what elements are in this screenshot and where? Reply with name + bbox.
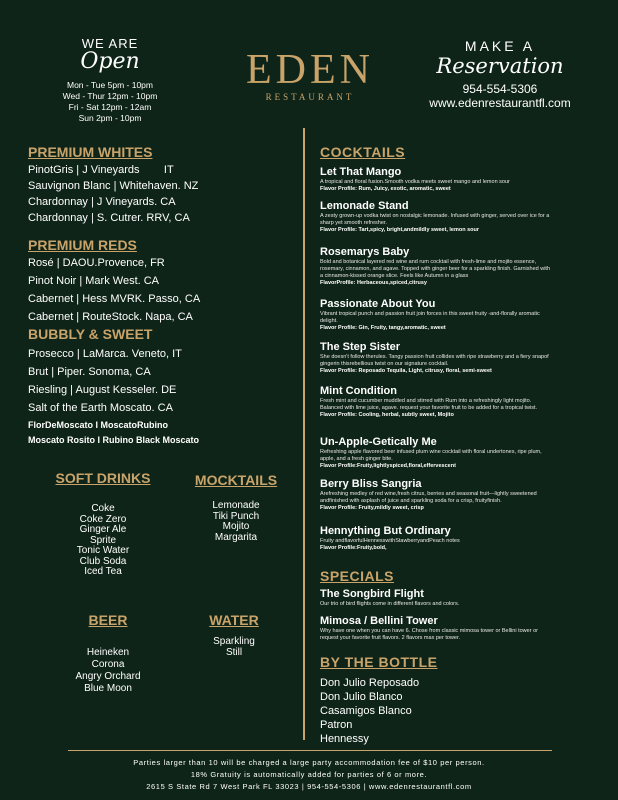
- premium-whites-section: [28, 144, 198, 226]
- make-a-text: MAKE A: [464, 38, 536, 54]
- logo-main-text: EDEN: [246, 47, 374, 93]
- eden-logo: [230, 48, 390, 102]
- wine-item: Prosecco | LaMarca. Veneto, IT: [28, 348, 182, 360]
- website-link[interactable]: www.edenrestaurantfl.com: [429, 96, 571, 110]
- cocktail-name: Berry Bliss Sangria: [320, 478, 422, 490]
- bottle-item: Hennessy: [320, 733, 369, 745]
- hours-line: Mon - Tue 5pm - 10pm: [67, 80, 153, 90]
- hours-line: Wed - Thur 12pm - 10pm: [62, 91, 158, 101]
- water-item: Sparkling: [213, 636, 255, 647]
- cocktail-item: [320, 385, 550, 419]
- bottle-item: Patron: [320, 719, 353, 731]
- bubbly-sweet-section: [28, 326, 199, 447]
- cocktail-description: Arefreshing medley of red wine,fresh citrus, berries and seasonal fruit—lightly sweetened andfinished with asplash of juice and sparkling soda for a crisp, fruityfinish.: [320, 491, 537, 504]
- drink-item: Tonic Water: [76, 545, 130, 556]
- cocktail-flavor: Flavor Profile: Tart,spicy, bright,andmildly sweet, lemon sour: [320, 227, 480, 233]
- cocktail-item: [320, 436, 550, 470]
- cocktail-name: Mint Condition: [320, 385, 397, 397]
- reservation-script-text: Reservation: [436, 54, 564, 78]
- wine-item: Cabernet | RouteStock. Napa, CA: [28, 311, 193, 323]
- wine-item: Rosé | DAOU.Provence, FR: [28, 257, 165, 269]
- special-description: Our trio of bird flights come in different flavors and colors.: [320, 601, 460, 607]
- beer-item: Blue Moon: [84, 683, 132, 694]
- drink-item: Ginger Ale: [79, 524, 127, 535]
- mocktail-item: Margarita: [214, 531, 258, 543]
- mocktails-title: MOCKTAILS: [194, 472, 278, 488]
- special-item: [320, 588, 550, 608]
- cocktail-name: Hennything But Ordinary: [320, 525, 451, 537]
- wine-item: Chardonnay | S. Cutrer. RRV, CA: [28, 212, 190, 224]
- premium-whites-title: PREMIUM WHITES: [28, 144, 153, 160]
- cocktail-item: [320, 341, 550, 375]
- phone-number[interactable]: 954-554-5306: [462, 82, 538, 96]
- we-are-text: WE ARE: [81, 36, 139, 51]
- footer-divider: [68, 750, 552, 751]
- logo-sub-text: RESTAURANT: [265, 92, 355, 102]
- drink-item: Iced Tea: [84, 566, 122, 577]
- water-item: Still: [225, 646, 243, 658]
- cocktail-name: Lemonade Stand: [320, 200, 409, 212]
- soft-drinks-section: [48, 470, 158, 578]
- special-item: [320, 615, 550, 642]
- wine-item: PinotGris | J Vineyards IT: [28, 164, 174, 176]
- beer-section: [58, 612, 158, 695]
- cocktail-description: She doesn't follow therules. Tangy passion fruit collides with ripe strawberry and a fiery snapof gingerin thisrebellious twist on our signature cocktail.: [320, 354, 549, 367]
- cocktail-description: Fresh mint and cucumber muddled and stirred with Rum into a refreshingly light mojito. Balanced with lime juice, agave. request your favorite fruit to be added for a tropical twist.: [320, 398, 538, 411]
- mocktail-item: Lemonade: [212, 500, 260, 511]
- premium-reds-title: PREMIUM REDS: [28, 237, 137, 253]
- cocktail-name: Passionate About You: [320, 298, 436, 310]
- beer-item: Heineken: [86, 647, 130, 658]
- water-section: [186, 612, 282, 658]
- bubbly-sweet-title: BUBBLY & SWEET: [28, 326, 153, 342]
- cocktail-name: Un-Apple-Getically Me: [320, 436, 437, 448]
- by-the-bottle-section: [320, 654, 437, 746]
- drink-item: Club Soda: [79, 555, 127, 567]
- hours-block: [40, 36, 180, 124]
- wine-item: Riesling | August Kesseler. DE: [28, 384, 177, 396]
- beer-item: Angry Orchard: [75, 671, 141, 682]
- hours-line: Sun 2pm - 10pm: [78, 113, 142, 123]
- soft-drinks-title: SOFT DRINKS: [55, 470, 151, 486]
- cocktail-flavor: Flavor Profile:Fruity,lightlyspiced,floral,effervescent: [320, 463, 456, 469]
- footer-party-fee: Parties larger than 10 will be charged a large party accommodation fee of $10 per person.: [133, 758, 485, 767]
- mocktail-item: Mojito: [222, 521, 250, 532]
- reservation-block: [410, 38, 590, 110]
- cocktail-name: The Step Sister: [320, 341, 401, 353]
- cocktail-flavor: Flavor Profile: Rum, Juicy, exotic, aromatic, sweet: [320, 186, 451, 192]
- cocktail-item: [320, 246, 550, 287]
- by-the-bottle-title: BY THE BOTTLE: [320, 654, 438, 670]
- cocktail-flavor: Flavor Profile:Fruity,bold,: [320, 545, 387, 551]
- cocktail-flavor: FlavorProfile: Herbaceous,spiced,citrusy: [320, 280, 427, 286]
- cocktail-description: A zesty grown-up vodka twist on nostalgic lemonade. Infused with ginger, served over ice for a sharp yet smooth refresher.: [320, 213, 550, 226]
- cocktail-flavor: Flavor Profile: Fruity,mildly sweet, crisp: [320, 505, 424, 511]
- cocktail-description: A tropical and floral fusion.Smooth vodka meets sweet mango and lemon sour: [320, 179, 510, 185]
- hours-list: [40, 80, 180, 124]
- cocktail-flavor: Flavor Profile: Cooling, herbal, subtly sweet, Mojito: [320, 412, 454, 418]
- special-name: Mimosa / Bellini Tower: [320, 615, 438, 627]
- cocktail-flavor: Flavor Profile: Reposado Tequila, Light, citrusy, floral, semi-sweet: [320, 368, 492, 374]
- wine-item: Cabernet | Hess MVRK. Passo, CA: [28, 293, 201, 305]
- bottle-item: Don Julio Blanco: [320, 691, 403, 703]
- cocktail-item: [320, 200, 550, 234]
- cocktail-description: Bold and botanical layered red wine and rum cocktail with fresh-lime and mojito essence, rosemary, cinnamon, and agave. Topped with ginger beer for a sparkling finish. Garnished with a cinnamon-kissed orange slice. Feels like Autumn in a glass: [320, 259, 551, 279]
- open-script-text: Open: [80, 49, 140, 74]
- water-title: WATER: [209, 612, 259, 628]
- cocktail-item: [320, 478, 550, 512]
- cocktail-item: [320, 298, 550, 332]
- footer: [40, 757, 578, 793]
- column-divider: [303, 128, 305, 740]
- moscato-line: FlorDeMoscato I MoscatoRubino: [28, 420, 169, 430]
- bottle-item: Casamigos Blanco: [320, 705, 412, 717]
- footer-gratuity: 18% Gratuity is automatically added for parties of 6 or more.: [190, 770, 428, 779]
- cocktails-title: COCKTAILS: [320, 144, 406, 160]
- cocktail-name: Rosemarys Baby: [320, 246, 410, 258]
- wine-item: Chardonnay | J Vineyards. CA: [28, 196, 176, 208]
- cocktail-item: [320, 166, 550, 193]
- wine-item: Sauvignon Blanc | Whitehaven. NZ: [28, 180, 199, 192]
- cocktail-name: Let That Mango: [320, 166, 402, 178]
- beer-item: Corona: [91, 659, 125, 670]
- beer-title: BEER: [88, 612, 128, 628]
- cocktails-section: [320, 144, 405, 160]
- cocktail-description: Refreshing apple flavored beer infused plum wine cocktail with floral undertones, ripe plum, apple, and a fresh ginger bite.: [320, 449, 542, 462]
- special-description: Why have one when you can have 6. Chose from classic mimosa tower or Bellini tower or request your favorite fruit flavors. 2 flavors max per tower.: [320, 628, 538, 641]
- cocktail-flavor: Flavor Profile: Gin, Fruity, tangy,aromatic, sweet: [320, 325, 446, 331]
- premium-reds-section: [28, 237, 200, 326]
- wine-item: Salt of the Earth Moscato. CA: [28, 402, 173, 414]
- cocktail-description: Vibrant tropical punch and passion fruit join forces in this sweet fruity -and-florally aromatic delight.: [320, 311, 540, 324]
- specials-section: [320, 568, 394, 584]
- moscato-line: Moscato Rosito I Rubino Black Moscato: [28, 435, 200, 445]
- specials-title: SPECIALS: [320, 568, 395, 584]
- drink-item: Sprite: [89, 534, 117, 546]
- mocktail-item: Tiki Punch: [212, 510, 260, 522]
- bottle-item: Don Julio Reposado: [320, 677, 420, 689]
- cocktail-item: [320, 525, 550, 552]
- wine-item: Brut | Piper. Sonoma, CA: [28, 366, 151, 378]
- special-name: The Songbird Flight: [320, 588, 424, 600]
- drink-item: Coke: [91, 503, 115, 514]
- cocktail-description: Fruity andflavorfulHennesswithStawberryandPeach notes: [320, 538, 460, 544]
- footer-contact: 2615 S State Rd 7 West Park FL 33023 | 954-554-5306 | www.edenrestaurantfl.com: [146, 782, 472, 791]
- drink-item: Coke Zero: [79, 513, 127, 525]
- wine-item: Pinot Noir | Mark West. CA: [28, 275, 160, 287]
- hours-line: Fri - Sat 12pm - 12am: [68, 102, 152, 112]
- mocktails-section: [182, 472, 290, 543]
